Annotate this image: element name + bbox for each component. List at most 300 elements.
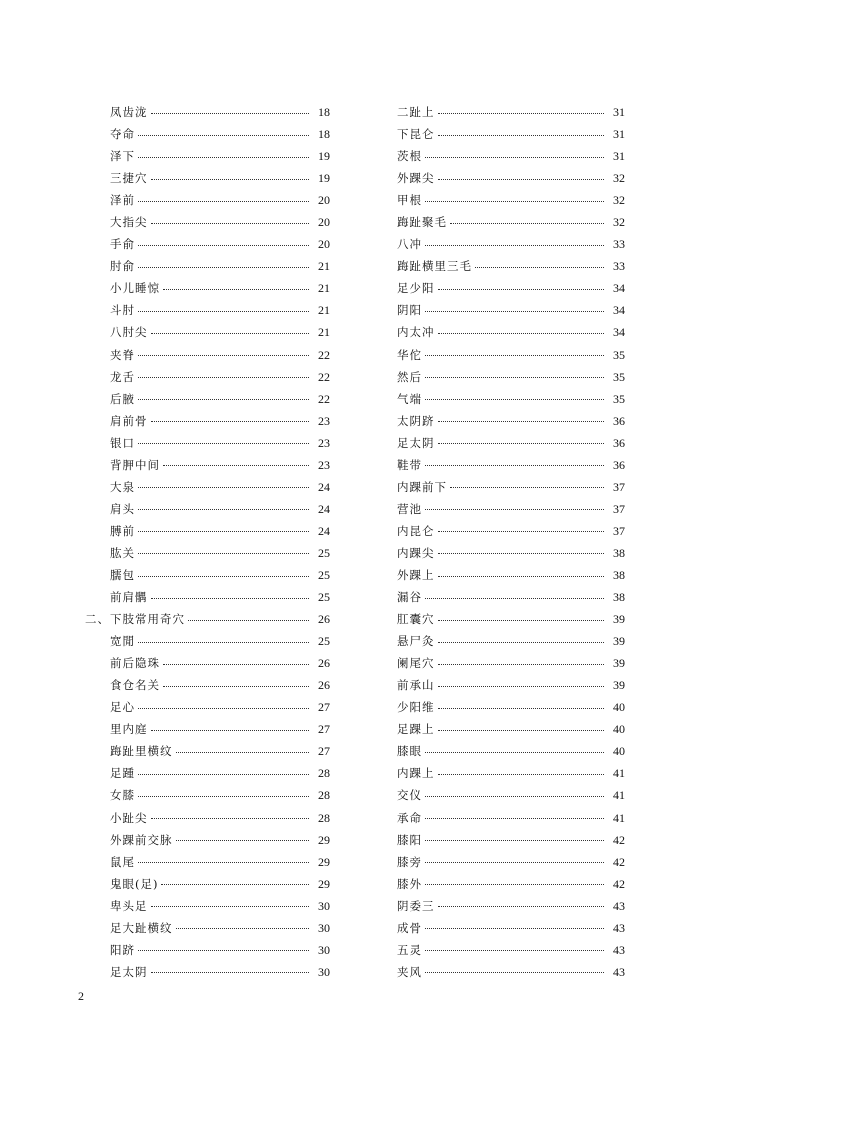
dot-leader [138,796,309,797]
toc-entry [110,851,330,873]
dot-leader [138,553,309,554]
entry-title: 外踝上 [397,568,435,582]
toc-entry [397,939,625,961]
toc-entry [110,211,330,233]
entry-title: 膝外 [397,876,422,891]
dot-leader [176,928,310,929]
toc-entry [110,807,330,829]
entry-page-number: 27 [318,700,330,715]
entry-title: 膝眼 [397,744,422,759]
entry-page-number: 35 [613,347,625,362]
dot-leader [425,884,604,885]
toc-entry [110,784,330,806]
dot-leader [138,157,309,158]
dot-leader [138,862,309,863]
toc-entry [110,917,330,939]
entry-page-number: 30 [318,898,330,913]
entry-page-number: 35 [613,369,625,384]
toc-entry [397,410,625,432]
dot-leader [425,201,604,202]
entry-page-number: 24 [318,501,330,516]
entry-title: 前承山 [397,678,435,693]
toc-entry [397,740,625,762]
entry-page-number: 20 [318,193,330,208]
dot-leader [151,421,310,422]
toc-entry [397,321,625,343]
entry-page-number: 36 [613,457,625,472]
entry-title: 承命 [397,810,422,825]
entry-title: 阑尾穴 [397,656,435,671]
dot-leader [438,730,605,731]
entry-title: 二、下肢常用奇穴 [85,612,185,627]
dot-leader [151,730,310,731]
entry-page-number: 41 [613,788,625,803]
entry-page-number: 25 [318,568,330,582]
entry-title: 肘俞 [110,259,135,274]
toc-entry [397,233,625,255]
dot-leader [438,642,605,643]
toc-entry [110,674,330,696]
entry-page-number: 34 [613,281,625,296]
toc-entry [397,255,625,277]
entry-title: 前肩髃 [110,590,148,605]
entry-page-number: 38 [613,545,625,560]
entry-title: 大泉 [110,479,135,494]
dot-leader [425,509,604,510]
entry-title: 夹风 [397,964,422,979]
dot-leader [138,267,309,268]
dot-leader [151,333,310,334]
dot-leader [151,972,310,973]
entry-page-number: 36 [613,435,625,450]
toc-entry [397,344,625,366]
dot-leader [425,311,604,312]
toc-entry [397,277,625,299]
toc-entry [397,366,625,388]
toc-entry [397,608,625,630]
entry-page-number: 26 [318,656,330,671]
dot-leader [176,752,310,753]
entry-title: 踇趾里横纹 [110,744,173,759]
entry-title: 宽閒 [110,634,135,649]
dot-leader [450,223,604,224]
dot-leader [151,179,310,180]
entry-title: 茨根 [397,149,422,164]
toc-entry [110,101,330,123]
entry-title: 八冲 [397,237,422,252]
dot-leader [138,245,309,246]
dot-leader [475,267,604,268]
dot-leader [425,928,604,929]
entry-page-number: 19 [318,171,330,186]
entry-page-number: 40 [613,722,625,737]
entry-page-number: 33 [613,259,625,274]
entry-title: 膝旁 [397,854,422,869]
entry-page-number: 37 [613,501,625,516]
entry-title: 内踝前下 [397,479,447,494]
toc-entry [110,454,330,476]
entry-title: 太阴跻 [397,413,435,428]
toc-entry [397,917,625,939]
dot-leader [151,598,310,599]
toc-entry [397,807,625,829]
dot-leader [425,972,604,973]
entry-title: 下昆仑 [397,127,435,142]
entry-page-number: 24 [318,479,330,494]
entry-page-number: 34 [613,303,625,318]
entry-page-number: 26 [318,612,330,627]
entry-title: 少阳维 [397,700,435,715]
dot-leader [438,531,605,532]
toc-entry [397,432,625,454]
toc-section-heading [85,608,330,630]
entry-page-number: 23 [318,435,330,450]
dot-leader [438,553,605,554]
entry-page-number: 18 [318,105,330,120]
entry-page-number: 27 [318,744,330,759]
entry-title: 鞋带 [397,457,422,472]
entry-page-number: 19 [318,149,330,164]
toc-entry [397,873,625,895]
entry-page-number: 43 [613,920,625,935]
entry-title: 肛囊穴 [397,612,435,627]
entry-title: 斗肘 [110,303,135,318]
entry-page-number: 21 [318,325,330,340]
entry-page-number: 35 [613,391,625,406]
entry-title: 阳跻 [110,942,135,957]
entry-page-number: 43 [613,942,625,957]
entry-title: 鬼眼(足) [110,876,159,891]
entry-page-number: 43 [613,898,625,913]
toc-entry [397,851,625,873]
entry-page-number: 29 [318,876,330,891]
dot-leader [438,289,605,290]
dot-leader [438,113,605,114]
entry-title: 肩头 [110,501,135,516]
toc-entry [110,961,330,983]
entry-page-number: 34 [613,325,625,340]
dot-leader [138,399,309,400]
entry-title: 夺命 [110,127,135,142]
toc-entry [110,410,330,432]
entry-page-number: 38 [613,568,625,582]
entry-page-number: 25 [318,634,330,649]
entry-title: 足心 [110,700,135,715]
entry-title: 银口 [110,435,135,450]
entry-page-number: 22 [318,369,330,384]
entry-page-number: 42 [613,876,625,891]
entry-page-number: 30 [318,942,330,957]
entry-page-number: 42 [613,854,625,869]
toc-entry [110,939,330,961]
entry-page-number: 25 [318,590,330,605]
entry-page-number: 27 [318,722,330,737]
dot-leader [438,135,605,136]
entry-title: 泽下 [110,149,135,164]
entry-page-number: 28 [318,810,330,825]
entry-page-number: 28 [318,766,330,781]
entry-page-number: 23 [318,457,330,472]
toc-entry [397,564,625,586]
toc-right-column [397,101,625,983]
entry-title: 踇趾横里三毛 [397,259,472,274]
entry-title: 八肘尖 [110,325,148,340]
entry-page-number: 37 [613,479,625,494]
dot-leader [163,686,309,687]
entry-page-number: 38 [613,590,625,605]
entry-title: 夹脊 [110,347,135,362]
toc-entry [110,762,330,784]
toc-entry [397,101,625,123]
dot-leader [138,201,309,202]
dot-leader [425,377,604,378]
entry-title: 里内庭 [110,722,148,737]
toc-entry [397,145,625,167]
entry-title: 甲根 [397,193,422,208]
entry-title: 悬尸灸 [397,634,435,649]
dot-leader [425,598,604,599]
entry-page-number: 32 [613,193,625,208]
dot-leader [176,840,310,841]
dot-leader [438,708,605,709]
dot-leader [138,311,309,312]
entry-page-number: 21 [318,303,330,318]
entry-title: 足太阴 [397,435,435,450]
dot-leader [138,487,309,488]
toc-entry [397,762,625,784]
toc-entry [110,829,330,851]
entry-title: 前后隐珠 [110,656,160,671]
entry-title: 足太阴 [110,964,148,979]
entry-page-number: 40 [613,700,625,715]
entry-title: 营池 [397,501,422,516]
entry-title: 手俞 [110,237,135,252]
dot-leader [438,179,605,180]
toc-entry [397,696,625,718]
dot-leader [425,355,604,356]
dot-leader [438,333,605,334]
toc-entry [110,542,330,564]
dot-leader [163,289,309,290]
dot-leader [438,774,605,775]
toc-entry [110,344,330,366]
dot-leader [138,135,309,136]
entry-title: 踇趾聚毛 [397,215,447,230]
toc-entry [397,674,625,696]
dot-leader [425,862,604,863]
toc-entry [110,520,330,542]
toc-entry [110,586,330,608]
toc-entry [110,167,330,189]
toc-entry [397,586,625,608]
dot-leader [438,664,605,665]
entry-title: 内昆仑 [397,523,435,538]
dot-leader [438,576,605,577]
entry-page-number: 39 [613,612,625,627]
dot-leader [425,950,604,951]
entry-title: 内踝上 [397,766,435,781]
toc-entry [110,321,330,343]
dot-leader [163,465,309,466]
toc-entry [110,366,330,388]
entry-page-number: 29 [318,832,330,847]
entry-title: 足踵 [110,766,135,781]
toc-entry [397,211,625,233]
dot-leader [138,774,309,775]
entry-page-number: 43 [613,964,625,979]
dot-leader [425,840,604,841]
dot-leader [425,157,604,158]
entry-page-number: 36 [613,413,625,428]
entry-page-number: 22 [318,347,330,362]
dot-leader [425,465,604,466]
entry-page-number: 32 [613,171,625,186]
toc-entry [397,476,625,498]
entry-title: 食仓名关 [110,678,160,693]
dot-leader [138,355,309,356]
entry-title: 阴委三 [397,898,435,913]
dot-leader [151,113,310,114]
dot-leader [450,487,604,488]
toc-entry [397,542,625,564]
entry-page-number: 32 [613,215,625,230]
dot-leader [425,245,604,246]
entry-page-number: 42 [613,832,625,847]
dot-leader [425,752,604,753]
entry-page-number: 18 [318,127,330,142]
entry-title: 大指尖 [110,215,148,230]
entry-page-number: 41 [613,810,625,825]
entry-title: 二趾上 [397,105,435,120]
dot-leader [438,443,605,444]
entry-title: 成骨 [397,920,422,935]
dot-leader [138,531,309,532]
dot-leader [425,818,604,819]
entry-page-number: 22 [318,391,330,406]
entry-page-number: 31 [613,127,625,142]
entry-title: 交仪 [397,788,422,803]
dot-leader [151,906,310,907]
entry-title: 女膝 [110,788,135,803]
entry-page-number: 28 [318,788,330,803]
toc-entry [110,233,330,255]
dot-leader [138,950,309,951]
toc-entry [397,299,625,321]
toc-entry [397,167,625,189]
toc-entry [397,388,625,410]
toc-entry [110,564,330,586]
dot-leader [138,708,309,709]
toc-entry [110,740,330,762]
toc-entry [110,895,330,917]
entry-title: 三捷穴 [110,171,148,186]
entry-title: 漏谷 [397,590,422,605]
entry-title: 然后 [397,369,422,384]
toc-entry [110,388,330,410]
entry-page-number: 37 [613,523,625,538]
entry-title: 卑头足 [110,898,148,913]
toc-entry [110,718,330,740]
entry-title: 龙舌 [110,369,135,384]
entry-page-number: 21 [318,281,330,296]
toc-entry [110,630,330,652]
toc-entry [110,123,330,145]
toc-entry [397,895,625,917]
entry-title: 凤齿泷 [110,105,148,120]
entry-title: 外踝尖 [397,171,435,186]
entry-title: 五灵 [397,942,422,957]
entry-page-number: 41 [613,766,625,781]
entry-title: 肱关 [110,545,135,560]
dot-leader [161,884,309,885]
entry-page-number: 30 [318,920,330,935]
entry-title: 臑包 [110,568,135,582]
toc-entry [397,498,625,520]
toc-entry [110,189,330,211]
entry-title: 足少阳 [397,281,435,296]
toc-entry [397,829,625,851]
entry-title: 内踝尖 [397,545,435,560]
entry-title: 足大趾横纹 [110,920,173,935]
dot-leader [163,664,309,665]
entry-page-number: 29 [318,854,330,869]
entry-title: 泽前 [110,193,135,208]
toc-entry [110,299,330,321]
toc-entry [110,476,330,498]
entry-title: 小儿睡惊 [110,281,160,296]
toc-entry [110,696,330,718]
entry-page-number: 24 [318,523,330,538]
entry-title: 内太冲 [397,325,435,340]
toc-entry [110,255,330,277]
dot-leader [138,377,309,378]
entry-page-number: 39 [613,656,625,671]
toc-entry [397,784,625,806]
entry-title: 外踝前交脉 [110,832,173,847]
dot-leader [425,399,604,400]
dot-leader [151,818,310,819]
entry-title: 小趾尖 [110,810,148,825]
toc-entry [397,189,625,211]
entry-title: 膊前 [110,523,135,538]
toc-entry [110,277,330,299]
entry-title: 足踝上 [397,722,435,737]
dot-leader [438,421,605,422]
toc-entry [397,520,625,542]
entry-page-number: 40 [613,744,625,759]
entry-page-number: 31 [613,149,625,164]
entry-title: 阴阳 [397,303,422,318]
entry-title: 华佗 [397,347,422,362]
toc-entry [397,718,625,740]
entry-page-number: 33 [613,237,625,252]
entry-title: 气端 [397,391,422,406]
entry-page-number: 39 [613,634,625,649]
entry-title: 后腋 [110,391,135,406]
toc-entry [397,454,625,476]
dot-leader [425,796,604,797]
entry-page-number: 39 [613,678,625,693]
dot-leader [438,906,605,907]
toc-left-column [85,101,330,983]
entry-title: 背胛中间 [110,457,160,472]
dot-leader [138,576,309,577]
dot-leader [188,620,309,621]
entry-page-number: 21 [318,259,330,274]
entry-page-number: 25 [318,545,330,560]
toc-entry [397,123,625,145]
entry-title: 膝阳 [397,832,422,847]
